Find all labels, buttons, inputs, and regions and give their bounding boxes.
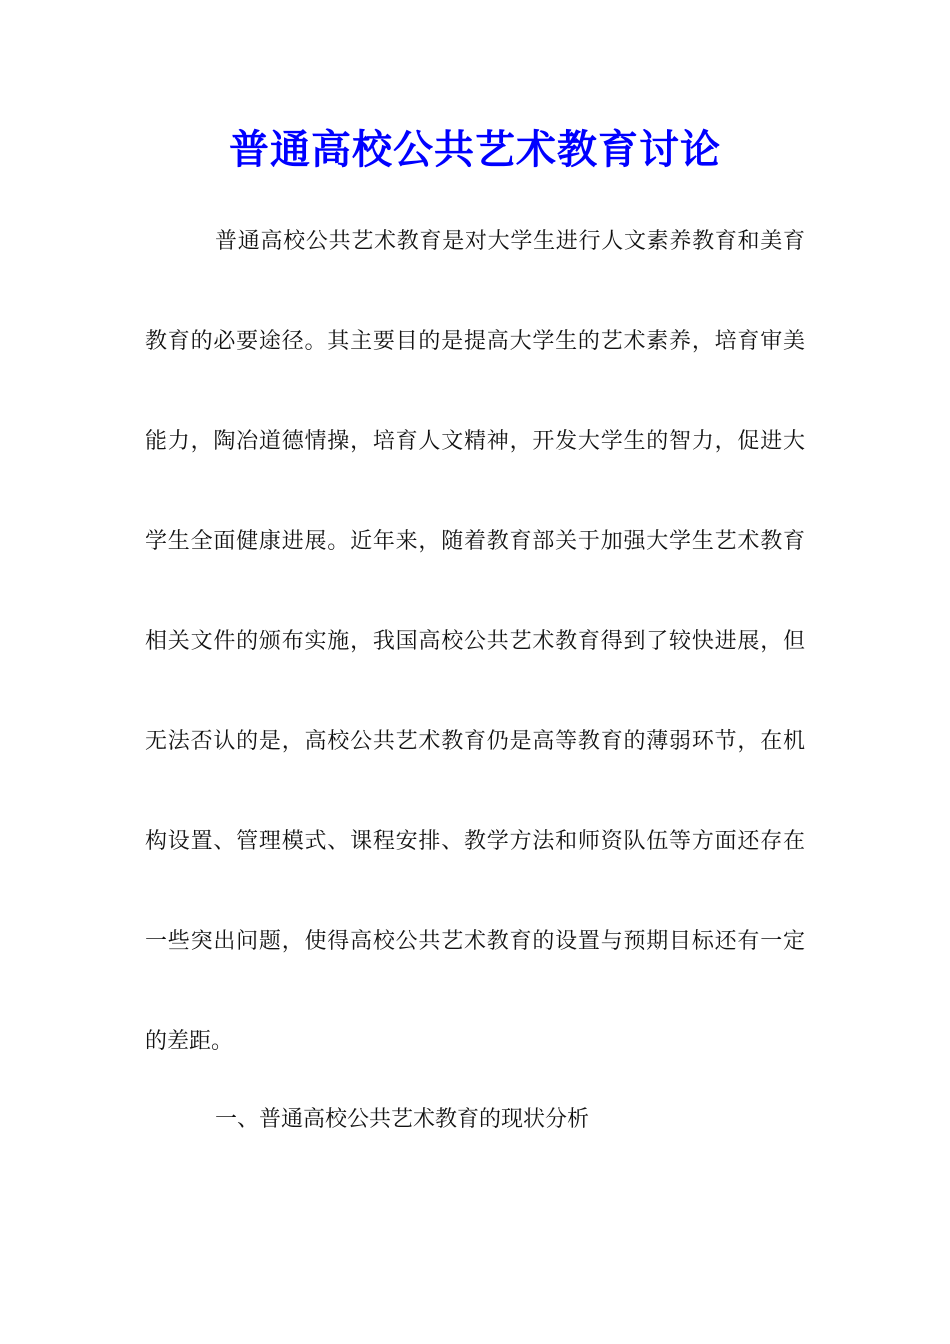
intro-paragraph	[145, 220, 805, 1100]
paragraph-line: 一些突出问题，使得高校公共艺术教育的设置与预期目标还有一定	[145, 929, 805, 954]
paragraph-line: 构设置、管理模式、课程安排、教学方法和师资队伍等方面还存在	[145, 829, 805, 854]
document-title: 普通高校公共艺术教育讨论	[229, 126, 721, 173]
paragraph-line: 教育的必要途径。其主要目的是提高大学生的艺术素养，培育审美	[145, 329, 805, 354]
section-heading: 一、普通高校公共艺术教育的现状分析	[215, 1107, 590, 1132]
paragraph-line: 普通高校公共艺术教育是对大学生进行人文素养教育和美育	[215, 229, 805, 254]
paragraph-line: 学生全面健康进展。近年来，随着教育部关于加强大学生艺术教育	[145, 529, 805, 554]
paragraph-line: 能力，陶冶道德情操，培育人文精神，开发大学生的智力，促进大	[145, 429, 805, 454]
paragraph-line: 无法否认的是，高校公共艺术教育仍是高等教育的薄弱环节，在机	[145, 729, 805, 754]
paragraph-line: 的差距。	[145, 1029, 234, 1054]
paragraph-line: 相关文件的颁布实施，我国高校公共艺术教育得到了较快进展，但	[145, 629, 805, 654]
